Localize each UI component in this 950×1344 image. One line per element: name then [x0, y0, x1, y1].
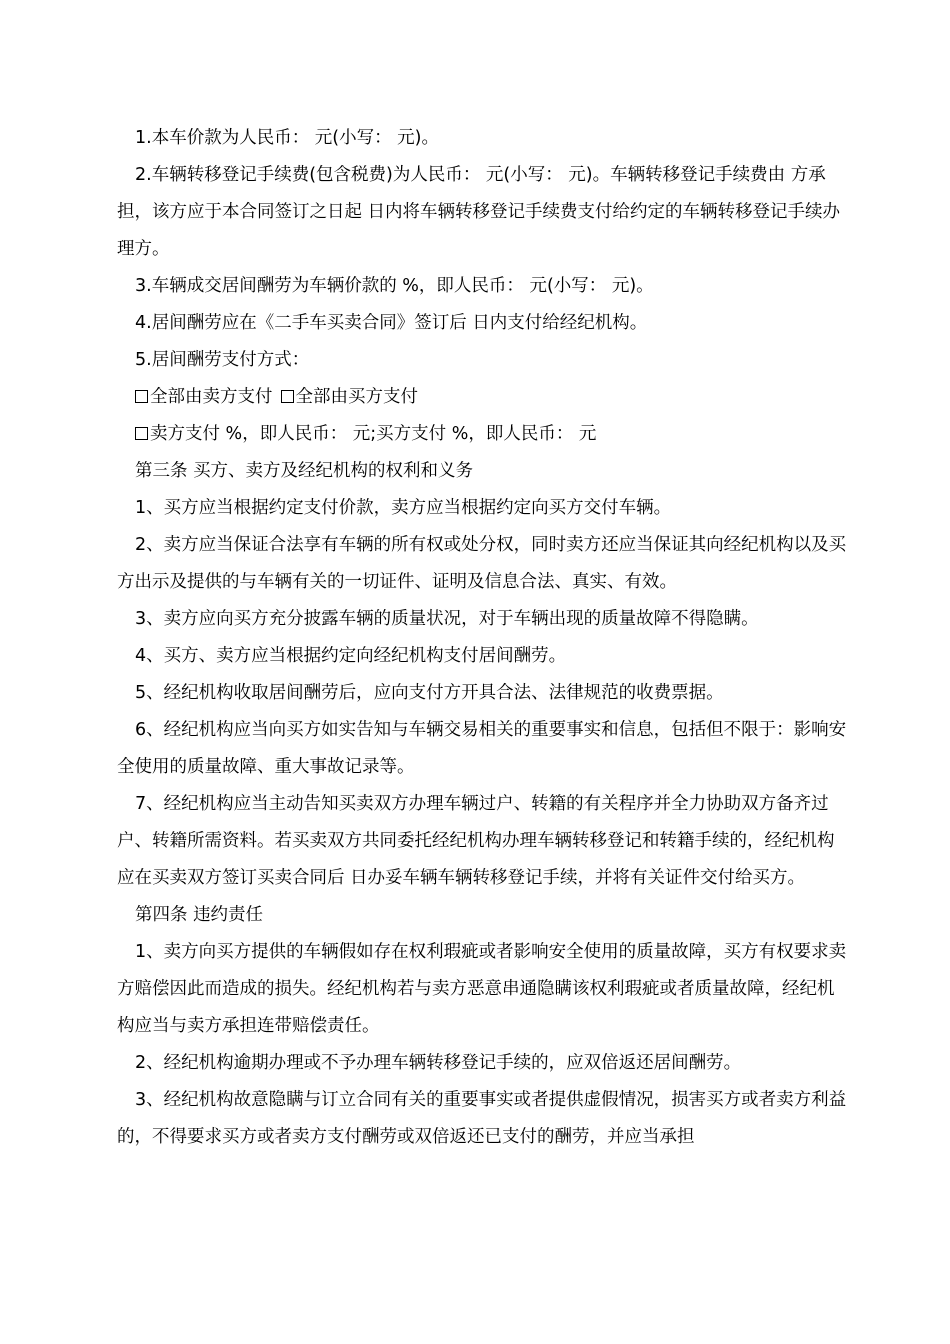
checkbox-split-payment[interactable]	[135, 427, 148, 440]
clause-price: 1.本车价款为人民币： 元(小写： 元)。	[135, 128, 439, 148]
payment-options-row-1	[117, 379, 847, 416]
clause-transfer-fee: 2.车辆转移登记手续费(包含税费)为人民币： 元(小写： 元)。车辆转移登记手续费由 方承担，该方应于本合同签订之日起 日内将车辆转移登记手续费支付给约定的车辆转移登记手续办理方。	[117, 165, 841, 259]
clause-commission-deadline: 4.居间酬劳应在《二手车买卖合同》签订后 日内支付给经纪机构。	[135, 313, 648, 333]
document-page	[117, 120, 847, 1156]
article-4-item: 3、经纪机构故意隐瞒与订立合同有关的重要事实或者提供虚假情况，损害买方或者卖方利益的，不得要求买方或者卖方支付酬劳或双倍返还已支付的酬劳，并应当承担	[117, 1090, 847, 1147]
article-3-item: 6、经纪机构应当向买方如实告知与车辆交易相关的重要事实和信息，包括但不限于：影响安全使用的质量故障、重大事故记录等。	[117, 720, 847, 777]
option-buyer-pays-all-label: 全部由买方支付	[295, 387, 418, 407]
article-3-item: 5、经纪机构收取居间酬劳后，应向支付方开具合法、法律规范的收费票据。	[135, 683, 724, 703]
clause-commission: 3.车辆成交居间酬劳为车辆价款的 %，即人民币： 元(小写： 元)。	[135, 276, 654, 296]
article-4-item: 2、经纪机构逾期办理或不予办理车辆转移登记手续的，应双倍返还居间酬劳。	[135, 1053, 742, 1073]
checkbox-buyer-pays-all[interactable]	[281, 390, 294, 403]
option-split-payment-label: 卖方支付 %，即人民币： 元;买方支付 %，即人民币： 元	[150, 424, 597, 444]
article-3-item: 2、卖方应当保证合法享有车辆的所有权或处分权，同时卖方还应当保证其向经纪机构以及买方出示及提供的与车辆有关的一切证件、证明及信息合法、真实、有效。	[117, 535, 847, 592]
article-3-item: 7、经纪机构应当主动告知买卖双方办理车辆过户、转籍的有关程序并全力协助双方备齐过户、转籍所需资料。若买卖双方共同委托经纪机构办理车辆转移登记和转籍手续的，经纪机构应在买卖双方签订买卖合同后 日办妥车辆车辆转移登记手续，并将有关证件交付给买方。	[117, 794, 835, 888]
article-3-item: 4、买方、卖方应当根据约定向经纪机构支付居间酬劳。	[135, 646, 567, 666]
checkbox-seller-pays-all[interactable]	[135, 390, 148, 403]
option-seller-pays-all-label: 全部由卖方支付	[150, 387, 273, 407]
article-3-heading: 第三条 买方、卖方及经纪机构的权利和义务	[135, 461, 474, 481]
article-4-heading: 第四条 违约责任	[135, 905, 264, 925]
article-3-item: 3、卖方应向买方充分披露车辆的质量状况，对于车辆出现的质量故障不得隐瞒。	[135, 609, 759, 629]
article-4-item: 1、卖方向买方提供的车辆假如存在权利瑕疵或者影响安全使用的质量故障，买方有权要求卖方赔偿因此而造成的损失。经纪机构若与卖方恶意串通隐瞒该权利瑕疵或者质量故障，经纪机构应当与卖方承担连带赔偿责任。	[117, 942, 847, 1036]
clause-payment-method: 5.居间酬劳支付方式：	[135, 350, 310, 370]
payment-options-row-2	[117, 416, 847, 453]
article-3-item: 1、买方应当根据约定支付价款，卖方应当根据约定向买方交付车辆。	[135, 498, 672, 518]
